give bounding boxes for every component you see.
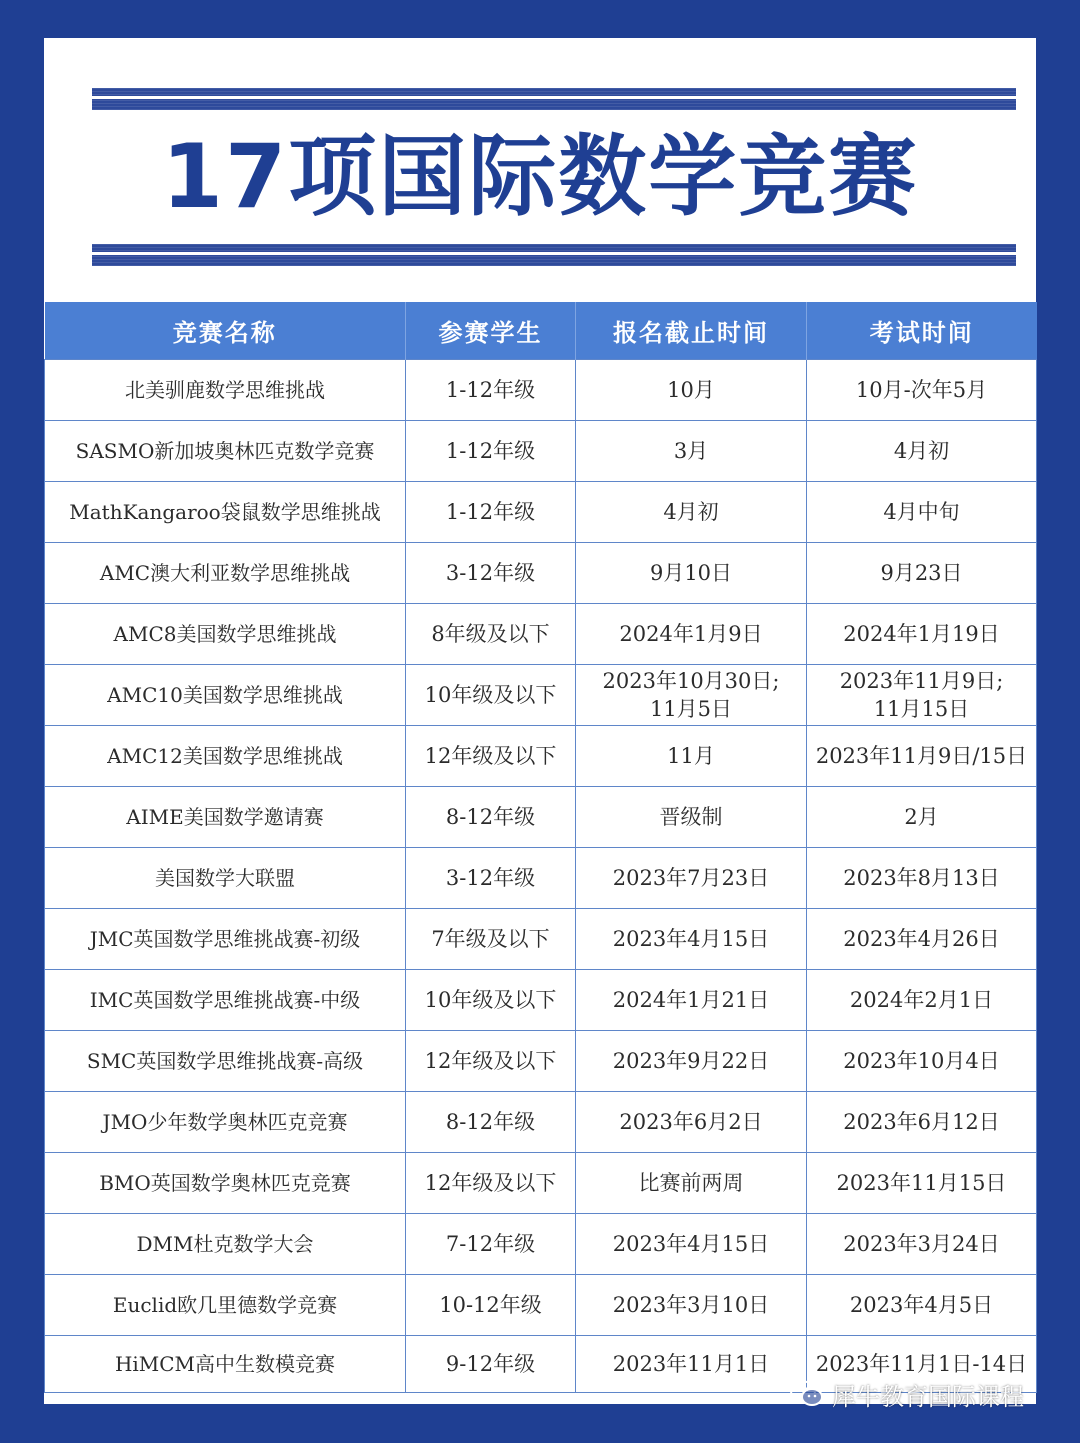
registration-deadline-cell: 2024年1月21日: [576, 970, 807, 1031]
eligible-students-cell: 7-12年级: [406, 1214, 576, 1275]
watermark: [790, 1376, 1024, 1412]
competition-name-cell: SMC英国数学思维挑战赛-高级: [45, 1031, 406, 1092]
competition-table: [44, 302, 1037, 1393]
eligible-students-cell: 12年级及以下: [406, 1153, 576, 1214]
eligible-students-cell: 12年级及以下: [406, 1031, 576, 1092]
registration-deadline-cell: 2023年4月15日: [576, 909, 807, 970]
competition-name-cell: Euclid欧几里德数学竞赛: [45, 1275, 406, 1336]
registration-deadline-cell: 2023年11月1日: [576, 1336, 807, 1393]
table-row: [45, 1153, 1037, 1214]
eligible-students-cell: 9-12年级: [406, 1336, 576, 1393]
registration-deadline-cell: 4月初: [576, 482, 807, 543]
exam-date-cell: 2023年11月15日: [807, 1153, 1037, 1214]
decorative-bar-bottom: [92, 244, 1016, 266]
table-row: [45, 604, 1037, 665]
registration-deadline-cell: 2023年6月2日: [576, 1092, 807, 1153]
table-row: [45, 726, 1037, 787]
eligible-students-cell: 8-12年级: [406, 787, 576, 848]
registration-deadline-cell: 比赛前两周: [576, 1153, 807, 1214]
exam-date-cell: 2023年10月4日: [807, 1031, 1037, 1092]
registration-deadline-cell: 2023年10月30日; 11月5日: [576, 665, 807, 726]
competition-name-cell: AMC12美国数学思维挑战: [45, 726, 406, 787]
table-row: [45, 1214, 1037, 1275]
table-row: [45, 665, 1037, 726]
registration-deadline-cell: 2024年1月9日: [576, 604, 807, 665]
competition-name-cell: SASMO新加坡奥林匹克数学竞赛: [45, 421, 406, 482]
decorative-bar-top: [92, 88, 1016, 110]
registration-deadline-cell: 10月: [576, 360, 807, 421]
exam-date-cell: 2023年11月9日; 11月15日: [807, 665, 1037, 726]
eligible-students-cell: 10年级及以下: [406, 970, 576, 1031]
exam-date-cell: 2023年8月13日: [807, 848, 1037, 909]
exam-date-cell: 2023年11月1日-14日: [807, 1336, 1037, 1393]
wechat-icon: [790, 1380, 824, 1408]
eligible-students-cell: 1-12年级: [406, 421, 576, 482]
table-row: [45, 1092, 1037, 1153]
exam-date-cell: 10月-次年5月: [807, 360, 1037, 421]
competition-name-cell: HiMCM高中生数模竞赛: [45, 1336, 406, 1393]
table-row: [45, 1031, 1037, 1092]
table-row: [45, 421, 1037, 482]
exam-date-cell: 2023年3月24日: [807, 1214, 1037, 1275]
exam-date-cell: 2023年11月9日/15日: [807, 726, 1037, 787]
header-row: [45, 302, 1037, 360]
watermark-text: 犀牛教育国际课程: [832, 1382, 1024, 1411]
competition-name-cell: 北美驯鹿数学思维挑战: [45, 360, 406, 421]
eligible-students-cell: 10年级及以下: [406, 665, 576, 726]
competition-name-cell: JMO少年数学奥林匹克竞赛: [45, 1092, 406, 1153]
column-header: 竞赛名称: [45, 302, 406, 360]
registration-deadline-cell: 9月10日: [576, 543, 807, 604]
eligible-students-cell: 1-12年级: [406, 482, 576, 543]
registration-deadline-cell: 2023年9月22日: [576, 1031, 807, 1092]
table-row: [45, 909, 1037, 970]
registration-deadline-cell: 晋级制: [576, 787, 807, 848]
content-card: [44, 38, 1036, 1404]
exam-date-cell: 2024年1月19日: [807, 604, 1037, 665]
registration-deadline-cell: 2023年3月10日: [576, 1275, 807, 1336]
column-header: 参赛学生: [406, 302, 576, 360]
eligible-students-cell: 3-12年级: [406, 543, 576, 604]
eligible-students-cell: 12年级及以下: [406, 726, 576, 787]
eligible-students-cell: 3-12年级: [406, 848, 576, 909]
exam-date-cell: 2月: [807, 787, 1037, 848]
eligible-students-cell: 8-12年级: [406, 1092, 576, 1153]
page-title: 17项国际数学竞赛: [161, 125, 919, 228]
competition-name-cell: JMC英国数学思维挑战赛-初级: [45, 909, 406, 970]
competition-name-cell: MathKangaroo袋鼠数学思维挑战: [45, 482, 406, 543]
table-row: [45, 848, 1037, 909]
competition-name-cell: BMO英国数学奥林匹克竞赛: [45, 1153, 406, 1214]
registration-deadline-cell: 11月: [576, 726, 807, 787]
exam-date-cell: 9月23日: [807, 543, 1037, 604]
column-header: 报名截止时间: [576, 302, 807, 360]
exam-date-cell: 2024年2月1日: [807, 970, 1037, 1031]
competition-name-cell: IMC英国数学思维挑战赛-中级: [45, 970, 406, 1031]
competition-name-cell: 美国数学大联盟: [45, 848, 406, 909]
table-row: [45, 787, 1037, 848]
competition-name-cell: AMC10美国数学思维挑战: [45, 665, 406, 726]
table-row: [45, 360, 1037, 421]
table-header: [45, 302, 1037, 360]
registration-deadline-cell: 3月: [576, 421, 807, 482]
registration-deadline-cell: 2023年4月15日: [576, 1214, 807, 1275]
exam-date-cell: 2023年6月12日: [807, 1092, 1037, 1153]
exam-date-cell: 2023年4月26日: [807, 909, 1037, 970]
column-header: 考试时间: [807, 302, 1037, 360]
table-row: [45, 970, 1037, 1031]
table-body: [45, 360, 1037, 1393]
table-row: [45, 543, 1037, 604]
registration-deadline-cell: 2023年7月23日: [576, 848, 807, 909]
eligible-students-cell: 1-12年级: [406, 360, 576, 421]
eligible-students-cell: 10-12年级: [406, 1275, 576, 1336]
exam-date-cell: 4月中旬: [807, 482, 1037, 543]
competition-name-cell: AMC8美国数学思维挑战: [45, 604, 406, 665]
competition-name-cell: AMC澳大利亚数学思维挑战: [45, 543, 406, 604]
exam-date-cell: 4月初: [807, 421, 1037, 482]
eligible-students-cell: 7年级及以下: [406, 909, 576, 970]
table-row: [45, 1275, 1037, 1336]
competition-name-cell: DMM杜克数学大会: [45, 1214, 406, 1275]
eligible-students-cell: 8年级及以下: [406, 604, 576, 665]
exam-date-cell: 2023年4月5日: [807, 1275, 1037, 1336]
competition-name-cell: AIME美国数学邀请赛: [45, 787, 406, 848]
table-row: [45, 482, 1037, 543]
